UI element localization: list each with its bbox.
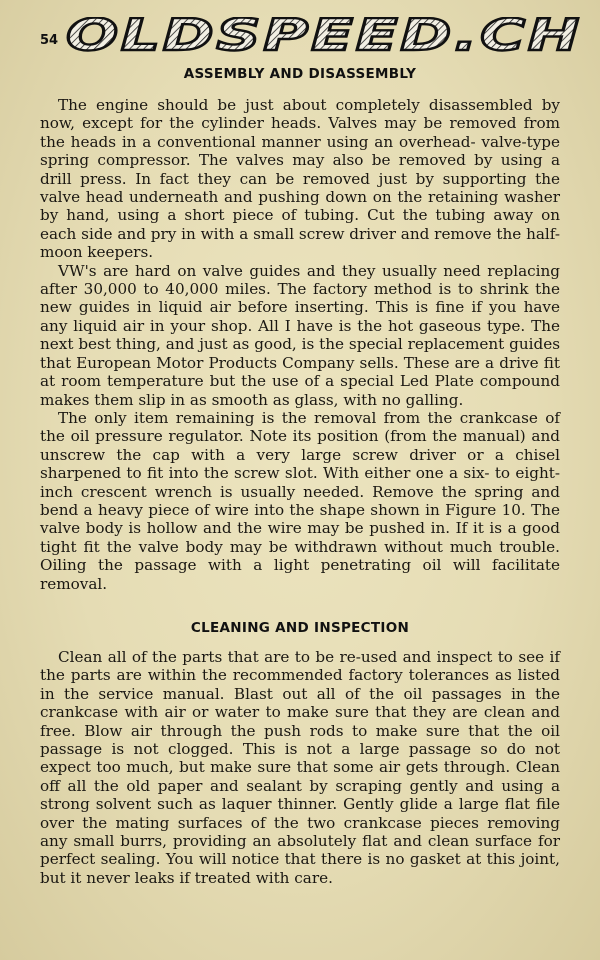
watermark-text: OLDSPEED.CH bbox=[66, 17, 582, 55]
paragraph: The engine should be just about completely disassembled by now, except for the cylinder heads. Valves may be removed from the heads in a conventional manner using an overhead- valve-type spring compressor. The valves may also be removed by using a drill press. In fact they can be removed just by supporting the valve head underneath and pushing down on the retaining washer by hand, using a short piece of tubing. Cut the tubing away on each side and pry in with a small screw driver and remove the half-moon keepers. bbox=[40, 96, 560, 262]
paragraph: The only item remaining is the removal from the crankcase of the oil pressure regulator. Note its position (from the manual) and unscrew the cap with a very large screw driver or a chisel sharpened to fit into the screw slot. With either one a six- to eight-inch crescent wrench is usually needed. Remove the spring and bend a heavy piece of wire into the shape shown in Figure 10. The valve body is hollow and the wire may be pushed in. If it is a good tight fit the valve body may be withdrawn without much trouble. Oiling the passage with a light penetrating oil will facilitate removal. bbox=[40, 408, 560, 593]
oldspeed-watermark-logo bbox=[62, 17, 586, 55]
section-heading-cleaning: CLEANING AND INSPECTION bbox=[190, 620, 410, 636]
paragraph: Clean all of the parts that are to be re-used and inspect to see if the parts are within the recommended factory tolerances as listed in the service manual. Blast out all of the oil passages in the crankcase with air or water to make sure that they are clean and free. Blow air through the push rods to make sure that the oil passage is not clogged. This is not a large passage so do not expect too much, but make sure that some air gets through. Clean off all the old paper and sealant by scraping gently and using a strong solvent such as laquer thinner. Gently glide a large flat file over the mating surfaces of the two crankcase pieces removing any small burrs, providing an absolutely flat and clean surface for perfect sealing. You will notice that there is no gasket at this joint, but it never leaks if treated with care. bbox=[40, 648, 560, 887]
page-number: 54 bbox=[40, 33, 59, 48]
section-heading-assembly: ASSEMBLY AND DISASSEMBLY bbox=[183, 66, 417, 82]
section-body-assembly bbox=[40, 96, 560, 593]
section-body-cleaning bbox=[40, 648, 560, 887]
paragraph: VW's are hard on valve guides and they usually need replacing after 30,000 to 40,000 miles. The factory method is to shrink the new guides in liquid air before inserting. This is fine if you have any liquid air in your shop. All I have is the hot gaseous type. The next best thing, and just as good, is the special replacement guides that European Motor Products Company sells. These are a drive fit at room temperature but the use of a special Led Plate compound makes them slip in as smooth as glass, with no galling. bbox=[40, 261, 560, 409]
